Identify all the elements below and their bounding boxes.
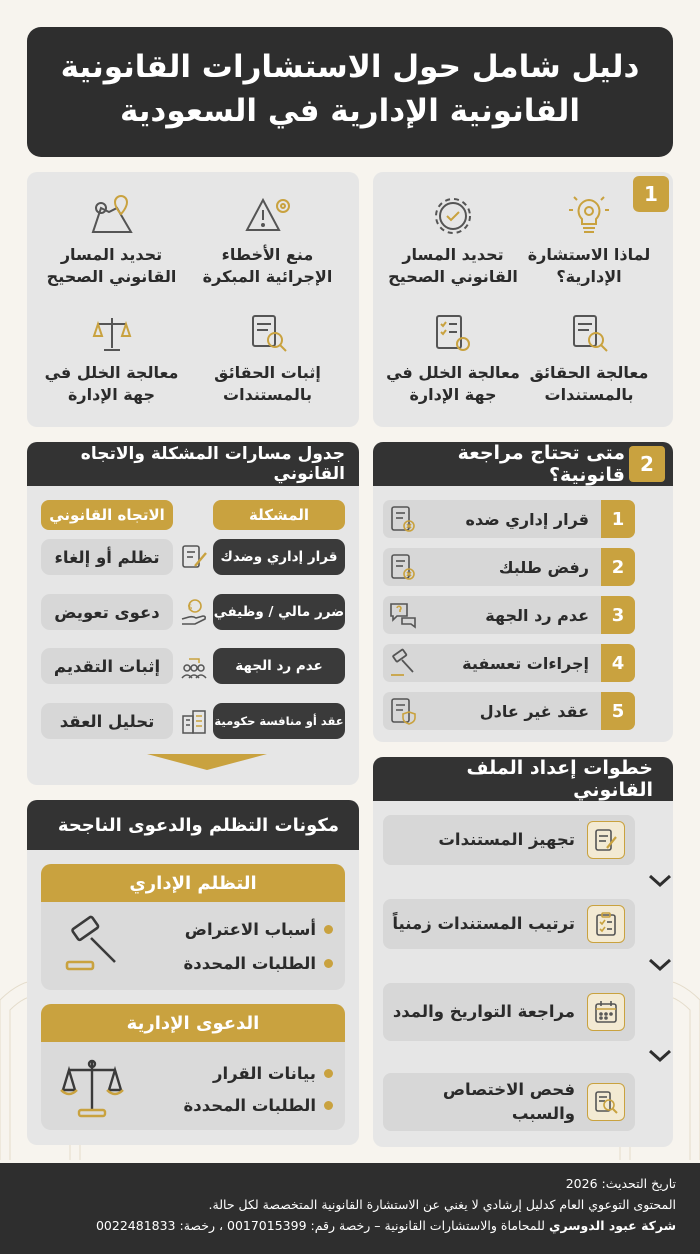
section1b-item-facts-label: إثبات الحقائق بالمستندات: [214, 363, 321, 404]
section1b-item-defect: [34, 312, 189, 406]
step-3-label: مراجعة التواريخ والمدد: [392, 1002, 575, 1021]
table-header: [27, 442, 359, 486]
step-1-label: تجهيز المستندات: [438, 830, 575, 849]
component-grievance-heading: التظلم الإداري: [41, 864, 345, 902]
step-1: [383, 815, 635, 865]
section2-number-badge: 2: [629, 446, 665, 482]
section2-row-2-num: 2: [601, 548, 635, 586]
chevron-down-icon: [647, 1048, 673, 1064]
component-lawsuit: [41, 1004, 345, 1130]
component-lawsuit-bullet-1: [213, 1064, 333, 1083]
section2-row-4-num: 4: [601, 644, 635, 682]
section2-row-3: [383, 596, 635, 634]
table-col-problem: المشكلة: [213, 500, 345, 530]
page-title-line2: القانونية الإدارية في السعودية: [119, 93, 581, 129]
table-row-4-problem: عقد أو منافسة حكومية: [213, 703, 345, 739]
component-grievance-bullet-1: [185, 920, 333, 939]
checklist-gear-icon: [431, 312, 475, 356]
section2-row-2-label: رفض طلبك: [498, 557, 589, 577]
section1b-item-path-label: تحديد المسار القانوني الصحيح: [46, 245, 177, 286]
section2-header: [373, 442, 673, 486]
component-grievance-bullet-2: [184, 954, 333, 973]
document-search-icon: [593, 1089, 619, 1115]
table-row-3-direction: إثبات التقديم: [41, 648, 173, 684]
gear-check-icon: [431, 194, 475, 238]
section1b-item-path: [34, 194, 189, 288]
document-search-icon: [246, 312, 290, 356]
clipboard-icon: [593, 911, 619, 937]
money-hand-icon: [179, 597, 209, 627]
document-shield-icon: [388, 696, 418, 726]
component-grievance-bullet-1-text: أسباب الاعتراض: [184, 920, 316, 939]
page-title-box: [27, 27, 673, 157]
steps-title: خطوات إعداد الملف القانوني: [466, 757, 653, 801]
building-icon: [179, 706, 209, 736]
warning-gear-icon: [243, 194, 293, 238]
components-card: [27, 800, 359, 1145]
components-header: [27, 800, 359, 850]
calendar-icon: [593, 999, 619, 1025]
gavel-icon: [61, 914, 125, 978]
footer-update-date: تاريخ التحديث: 2026: [565, 1176, 676, 1191]
document-search-icon: [567, 312, 611, 356]
section1b-card: [27, 172, 359, 427]
section1-item-path-label: تحديد المسار القانوني الصحيح: [388, 245, 518, 286]
footer-license: [24, 1215, 676, 1236]
section2-row-1-num: 1: [601, 500, 635, 538]
document-x-icon: [388, 504, 418, 534]
section1-item-facts: [519, 312, 659, 406]
section2-row-3-num: 3: [601, 596, 635, 634]
section1-item-why-label: لماذا الاستشارة الإدارية؟: [527, 245, 651, 286]
svg-text:$: $: [187, 602, 193, 612]
component-grievance: [41, 864, 345, 990]
question-chat-icon: [388, 600, 418, 630]
document-edit-icon: [593, 827, 619, 853]
table-row-2-direction: دعوى تعويض: [41, 594, 173, 630]
gavel-icon: [388, 648, 418, 678]
chevron-down-icon: [647, 873, 673, 889]
table-row-4-direction: تحليل العقد: [41, 703, 173, 739]
section1-item-facts-label: معالجة الحقائق بالمستندات: [529, 363, 649, 404]
section2-row-5: [383, 692, 635, 730]
section1-item-defect-label: معالجة الخلل في جهة الإدارة: [386, 363, 520, 404]
people-icon: [179, 651, 209, 681]
components-title: مكونات التظلم والدعوى الناجحة: [57, 814, 339, 836]
table-row-1-problem: قرار إداري وضدك: [213, 539, 345, 575]
section1-number-badge: 1: [633, 176, 669, 212]
step-4: [383, 1073, 635, 1131]
table-card: [27, 442, 359, 785]
section1-item-why: [519, 194, 659, 288]
section1b-item-errors-label: منع الأخطاء الإجرائية المبكرة: [202, 245, 333, 286]
section1-item-defect: [383, 312, 523, 406]
footer-disclaimer: المحتوى التوعوي العام كدليل إرشادي لا يغني عن الاستشارة القانونية المتخصصة لكل حالة.: [208, 1197, 676, 1212]
lightbulb-gear-icon: [567, 194, 611, 238]
table-row-3-problem: عدم رد الجهة: [213, 648, 345, 684]
section2-row-5-label: عقد غير عادل: [479, 701, 589, 721]
section1-card: [373, 172, 673, 427]
chevron-down-icon: [647, 957, 673, 973]
component-lawsuit-bullet-2: [184, 1096, 333, 1115]
section2-row-5-num: 5: [601, 692, 635, 730]
footer-license-text: للمحاماة والاستشارات القانونية – رخصة رقم: 0017015399 ، رخصة: 0022481833: [95, 1218, 549, 1233]
down-arrow-icon: [147, 754, 267, 772]
map-pin-icon: [87, 194, 137, 238]
table-row-2-problem: ضرر مالي / وظيفي: [213, 594, 345, 630]
steps-card: [373, 757, 673, 1147]
footer-company-name: شركة عبود الدوسري: [548, 1218, 676, 1233]
document-pen-icon: [179, 542, 209, 572]
step-2-label: ترتيب المستندات زمنياً: [392, 914, 575, 933]
table-title: جدول مسارات المشكلة والاتجاه القانوني: [80, 444, 345, 484]
step-3: [383, 983, 635, 1041]
footer: [0, 1163, 700, 1254]
step-4-label: فحص الاختصاص والسبب: [442, 1080, 575, 1123]
step-2: [383, 899, 635, 949]
scales-icon: [90, 312, 134, 356]
component-lawsuit-heading: الدعوى الإدارية: [41, 1004, 345, 1042]
component-lawsuit-bullet-2-text: الطلبات المحددة: [183, 1096, 316, 1115]
table-row-1-direction: تظلم أو إلغاء: [41, 539, 173, 575]
steps-header: [373, 757, 673, 801]
section2-row-2: [383, 548, 635, 586]
section2-row-1-label: قرار إداري ضده: [465, 509, 589, 529]
section2-row-1: [383, 500, 635, 538]
section2-row-4-label: إجراءات تعسفية: [462, 653, 589, 673]
section1b-item-errors: [190, 194, 345, 288]
section1b-item-facts: [190, 312, 345, 406]
scales-icon: [59, 1056, 125, 1120]
section2-title: متى تحتاج مراجعة قانونية؟: [457, 442, 625, 486]
section1-item-path: [383, 194, 523, 288]
component-lawsuit-bullet-1-text: بيانات القرار: [213, 1064, 316, 1083]
document-x-icon: [388, 552, 418, 582]
section2-card: [373, 442, 673, 742]
section2-row-4: [383, 644, 635, 682]
table-col-direction: الاتجاه القانوني: [41, 500, 173, 530]
component-grievance-bullet-2-text: الطلبات المحددة: [183, 954, 316, 973]
page-title-line1: دليل شامل حول الاستشارات القانونية: [60, 49, 640, 85]
section1b-item-defect-label: معالجة الخلل في جهة الإدارة: [44, 363, 179, 404]
section2-row-3-label: عدم رد الجهة: [485, 605, 589, 625]
